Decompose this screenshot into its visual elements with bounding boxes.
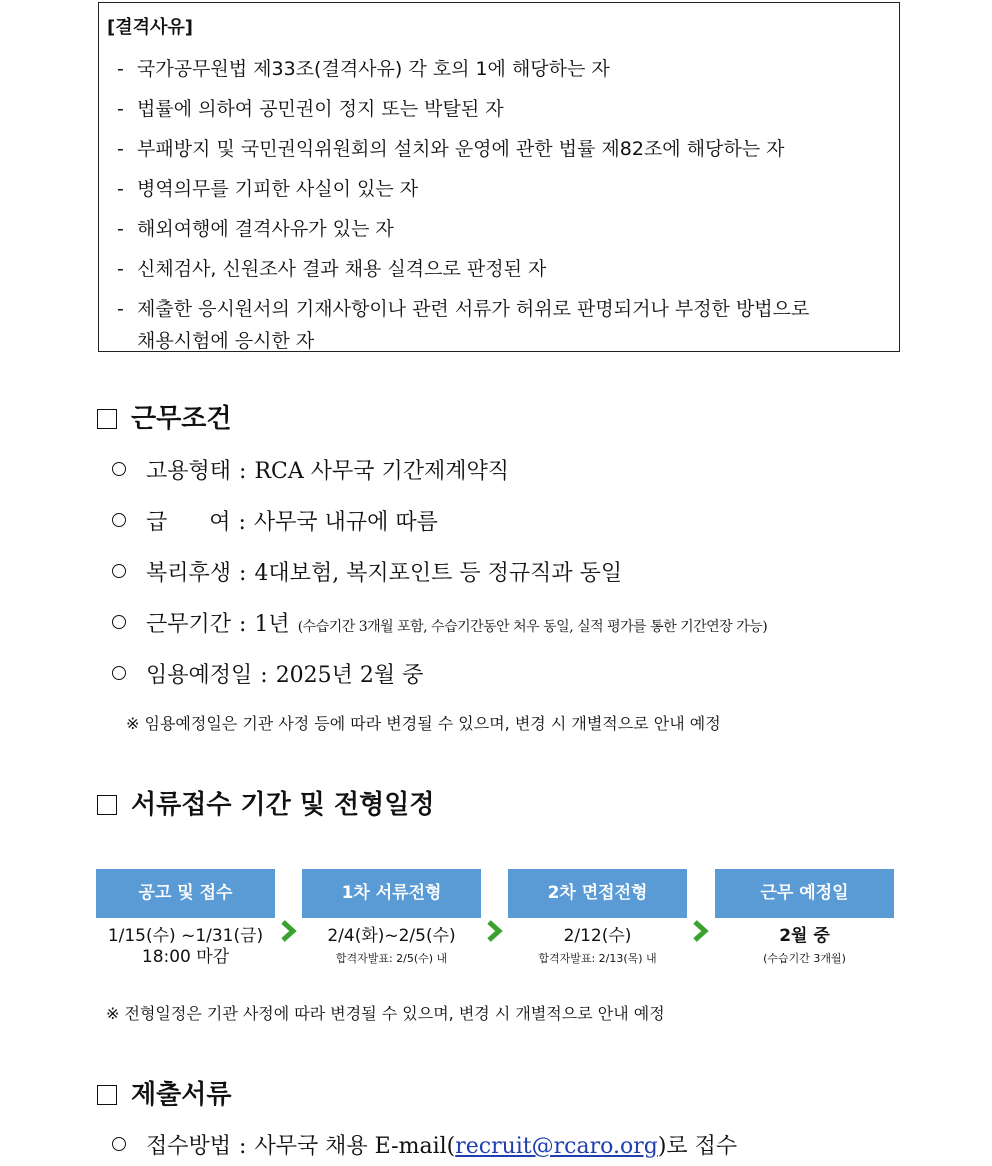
schedule-step [96, 869, 275, 968]
circle-bullet-icon [112, 666, 126, 680]
disqualification-item: - 부패방지 및 국민권익위원회의 설치와 운영에 관한 법률 제82조에 해당하는 자 [117, 138, 785, 160]
schedule-step [508, 869, 687, 966]
schedule-step-title: 공고 및 접수 [96, 869, 275, 918]
circle-bullet-icon [112, 1137, 126, 1151]
schedule-step-date: 2/12(수) [563, 926, 632, 946]
disqualification-item: - 병역의무를 기피한 사실이 있는 자 [117, 178, 419, 200]
section-heading-schedule: 서류접수 기간 및 전형일정 [97, 784, 434, 821]
chevron-right-icon [692, 919, 710, 943]
documents-row: 접수방법 : 사무국 채용 E-mail(recruit@rcaro.org)로 접수 [112, 1129, 737, 1160]
chevron-right-icon [280, 919, 298, 943]
schedule-step [302, 869, 481, 966]
circle-bullet-icon [112, 513, 126, 527]
work-condition-row: 복리후생 : 4대보험, 복지포인트 등 정규직과 동일 [112, 556, 622, 587]
circle-bullet-icon [112, 462, 126, 476]
schedule-step-title: 1차 서류전형 [302, 869, 481, 918]
work-conditions-note: ※ 임용예정일은 기관 사정 등에 따라 변경될 수 있으며, 변경 시 개별적으로 안내 예정 [126, 714, 721, 733]
work-condition-row: 고용형태 : RCA 사무국 기간제계약직 [112, 454, 509, 485]
square-bullet-icon [97, 1085, 117, 1105]
schedule-step-date: 2/4(화)~2/5(수) [327, 926, 456, 946]
disqualification-item: - 신체검사, 신원조사 결과 채용 실격으로 판정된 자 [117, 258, 547, 280]
schedule-step-announcement: 합격자발표: 2/13(목) 내 [538, 952, 657, 965]
circle-bullet-icon [112, 615, 126, 629]
disqualification-item: - 제출한 응시원서의 기재사항이나 관련 서류가 허위로 판명되거나 부정한 방법으로 [117, 298, 810, 320]
schedule-step [715, 869, 894, 966]
section-heading-documents: 제출서류 [97, 1074, 231, 1111]
circle-bullet-icon [112, 564, 126, 578]
schedule-step-title: 근무 예정일 [715, 869, 894, 918]
square-bullet-icon [97, 409, 117, 429]
disqualification-title: [결격사유] [107, 17, 194, 38]
disqualification-item: - 국가공무원법 제33조(결격사유) 각 호의 1에 해당하는 자 [117, 58, 610, 80]
work-condition-row: 임용예정일 : 2025년 2월 중 [112, 658, 423, 689]
schedule-step-announcement: 합격자발표: 2/5(수) 내 [335, 952, 448, 965]
square-bullet-icon [97, 795, 117, 815]
chevron-right-icon [486, 919, 504, 943]
email-link[interactable]: recruit@rcaro.org [455, 1134, 658, 1159]
disqualification-item: - 해외여행에 결격사유가 있는 자 [117, 218, 394, 240]
work-condition-row: 급 여 : 사무국 내규에 따름 [112, 505, 438, 536]
schedule-step-announcement: (수습기간 3개월) [763, 952, 846, 965]
schedule-step-title: 2차 면접전형 [508, 869, 687, 918]
schedule-step-date: 2월 중 [779, 926, 830, 946]
schedule-step-date: 1/15(수) ~1/31(금) 18:00 마감 [107, 926, 264, 967]
work-condition-row: 근무기간 : 1년 (수습기간 3개월 포함, 수습기간동안 처우 동일, 실적 평가를 통한 기간연장 가능) [112, 607, 767, 638]
disqualification-item: - 법률에 의하여 공민권이 정지 또는 박탈된 자 [117, 98, 504, 120]
section-heading-work-conditions: 근무조건 [97, 398, 231, 435]
disqualification-item-continuation: 채용시험에 응시한 자 [137, 330, 315, 352]
disqualification-box [98, 2, 900, 352]
schedule-note: ※ 전형일정은 기관 사정에 따라 변경될 수 있으며, 변경 시 개별적으로 안내 예정 [106, 1004, 665, 1023]
